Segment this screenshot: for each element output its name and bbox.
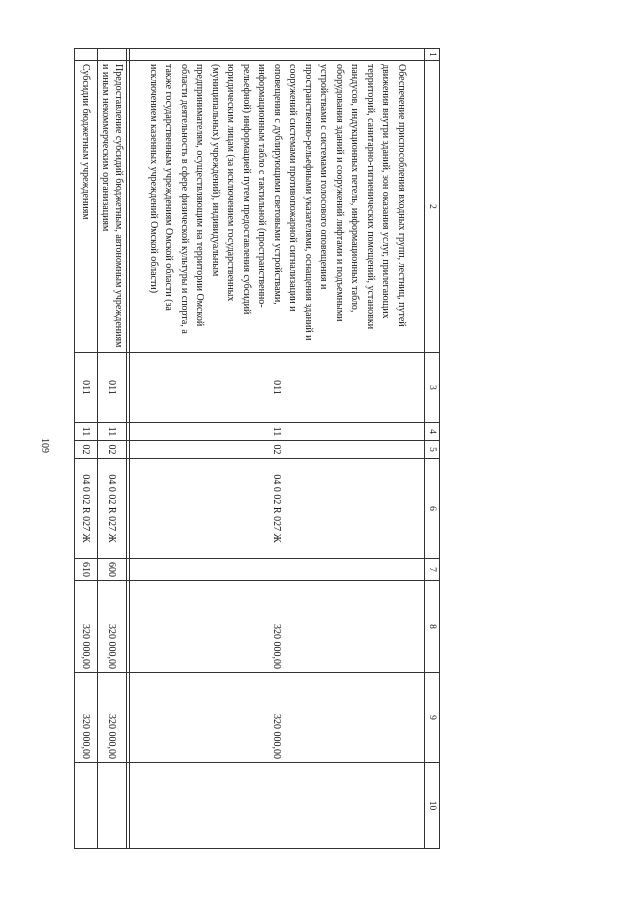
- cell-subsection: 02: [75, 441, 98, 459]
- cell-col1: [130, 49, 425, 61]
- cell-ministry-code: 011: [98, 353, 127, 423]
- cell-col10: [75, 763, 98, 849]
- budget-table-sheet: [80, 48, 440, 848]
- cell-description: Предоставление субсидий бюджетным, автономным учреждениям и иным некоммерческим организациям: [98, 61, 127, 353]
- cell-ministry-code: 011: [75, 353, 98, 423]
- cell-amount-federal: 320 000,00: [75, 673, 98, 763]
- cell-subsection: 02: [130, 441, 425, 459]
- cell-expense-type: 600: [98, 559, 127, 581]
- cell-target-article: 04 0 02 R 027 Ж: [75, 459, 98, 559]
- column-number: 2: [425, 61, 440, 353]
- column-number-row: [425, 49, 440, 849]
- page-number: 109: [39, 438, 50, 453]
- cell-col10: [98, 763, 127, 849]
- cell-col1: [98, 49, 127, 61]
- cell-amount-total: 320 000,00: [98, 581, 127, 673]
- cell-col10: [130, 763, 425, 849]
- spacer-row: [127, 49, 130, 849]
- cell-expense-type: [130, 559, 425, 581]
- column-number: 10: [425, 763, 440, 849]
- column-number: 7: [425, 559, 440, 581]
- cell-amount-federal: 320 000,00: [130, 673, 425, 763]
- cell-section: 11: [130, 423, 425, 441]
- cell-ministry-code: 011: [130, 353, 425, 423]
- cell-expense-type: 610: [75, 559, 98, 581]
- cell-target-article: 04 0 02 R 027 Ж: [130, 459, 425, 559]
- cell-description: Субсидии бюджетным учреждениям: [75, 61, 98, 353]
- column-number: 4: [425, 423, 440, 441]
- cell-amount-total: 320 000,00: [75, 581, 98, 673]
- cell-subsection: 02: [98, 441, 127, 459]
- cell-description: Обеспечение приспособления входных групп, лестниц, путей движения внутри зданий, зон оказания услуг, прилегающих территорий, санитарно-гигиенических помещений, установки пандусов, индукционных петель, информационных табло, оборудования зданий и сооружений лифтами и подъемными устройствами с системами голосового оповещения и пространственно-рельефными указателями, оснащения зданий и сооружений системами противопожарной сигнализации и оповещения с дублирующими световыми устройствами, информационным табло с тактильной (пространственно-рельефной) информацией путем предоставления субсидий юридическим лицам (за исключением государственных (муниципальных) учреждений), индивидуальным предпринимателям, осуществляющим на территории Омской области деятельность в сфере физической культуры и спорта, а также государственным учреждениям Омской области (за исключением казенных учреждений Омской области): [130, 61, 425, 353]
- cell-section: 11: [75, 423, 98, 441]
- budget-table: [74, 48, 440, 849]
- cell-amount-federal: 320 000,00: [98, 673, 127, 763]
- column-number: 9: [425, 673, 440, 763]
- column-number: 3: [425, 353, 440, 423]
- cell-section: 11: [98, 423, 127, 441]
- cell-col1: [75, 49, 98, 61]
- column-number: 8: [425, 581, 440, 673]
- table-row: [130, 49, 425, 849]
- table-row: [75, 49, 98, 849]
- column-number: 5: [425, 441, 440, 459]
- column-number: 6: [425, 459, 440, 559]
- cell-amount-total: 320 000,00: [130, 581, 425, 673]
- cell-target-article: 04 0 02 R 027 Ж: [98, 459, 127, 559]
- column-number: 1: [425, 49, 440, 61]
- table-row: [98, 49, 127, 849]
